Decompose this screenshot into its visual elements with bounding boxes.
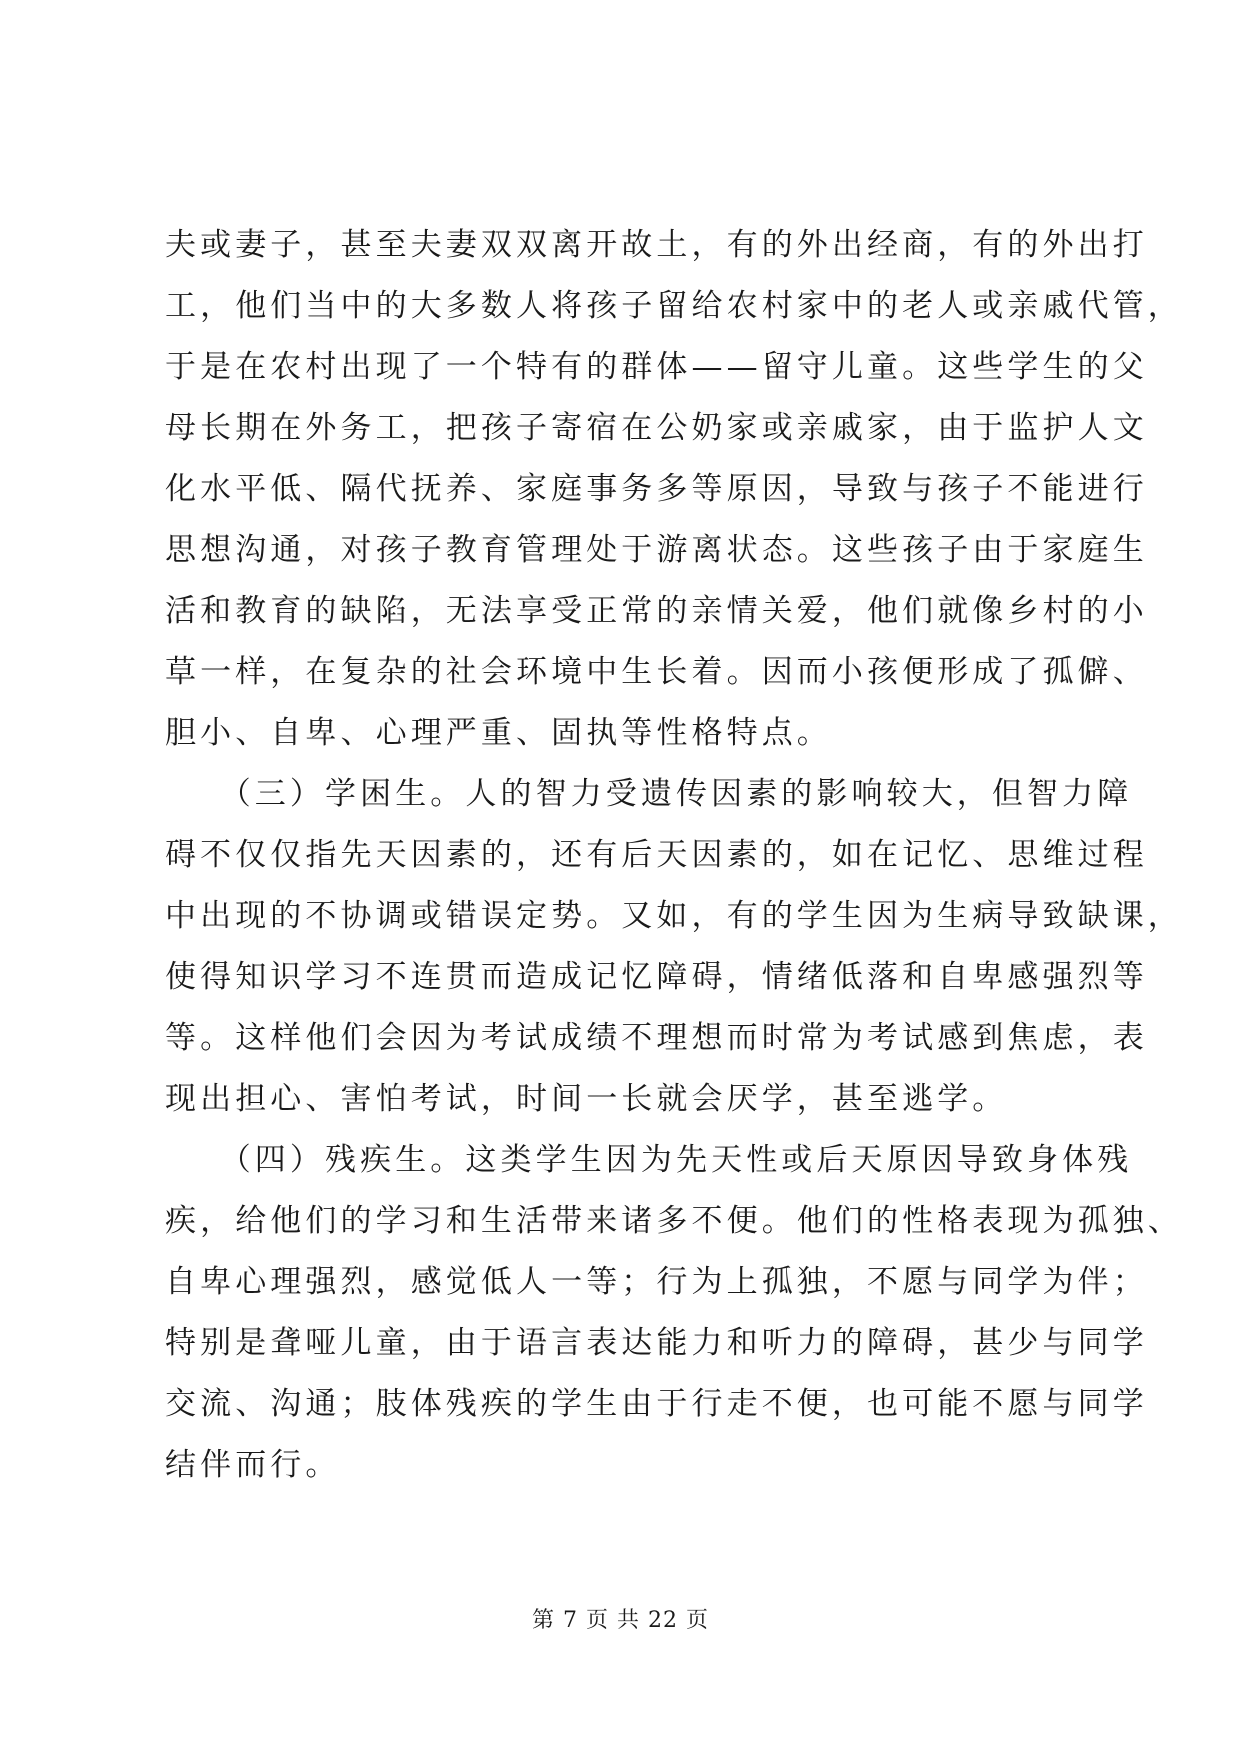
text-line: 胆小、自卑、心理严重、固执等性格特点。 [165, 715, 832, 751]
text-line: 结伴而行。 [165, 1447, 341, 1483]
text-line: （三）学困生。人的智力受遗传因素的影响较大，但智力障 [165, 776, 1133, 812]
text-line: 思想沟通，对孩子教育管理处于游离状态。这些孩子由于家庭生 [165, 532, 1148, 568]
text-line: 工，他们当中的大多数人将孩子留给农村家中的老人或亲戚代管， [165, 288, 1183, 324]
text-line: 草一样，在复杂的社会环境中生长着。因而小孩便形成了孤僻、 [165, 654, 1148, 690]
text-line: 于是在农村出现了一个特有的群体——留守儿童。这些学生的父 [165, 349, 1148, 385]
page-number-label: 第 7 页 共 22 页 [532, 1608, 709, 1633]
page-footer [0, 1606, 1241, 1636]
text-line: 化水平低、隔代抚养、家庭事务多等原因，导致与孩子不能进行 [165, 471, 1148, 507]
text-line: 交流、沟通；肢体残疾的学生由于行走不便，也可能不愿与同学 [165, 1386, 1148, 1422]
text-line: 活和教育的缺陷，无法享受正常的亲情关爱，他们就像乡村的小 [165, 593, 1148, 629]
text-line: 疾，给他们的学习和生活带来诸多不便。他们的性格表现为孤独、 [165, 1203, 1183, 1239]
text-line: 自卑心理强烈，感觉低人一等；行为上孤独，不愿与同学为伴； [165, 1264, 1148, 1300]
text-line: 等。这样他们会因为考试成绩不理想而时常为考试感到焦虑，表 [165, 1020, 1148, 1056]
text-line: 中出现的不协调或错误定势。又如，有的学生因为生病导致缺课， [165, 898, 1183, 934]
text-line: 夫或妻子，甚至夫妻双双离开故土，有的外出经商，有的外出打 [165, 227, 1148, 263]
text-line: 特别是聋哑儿童，由于语言表达能力和听力的障碍，甚少与同学 [165, 1325, 1148, 1361]
text-line: 使得知识学习不连贯而造成记忆障碍，情绪低落和自卑感强烈等 [165, 959, 1148, 995]
body-text [165, 215, 1183, 1496]
text-line: （四）残疾生。这类学生因为先天性或后天原因导致身体残 [165, 1142, 1133, 1178]
text-line: 母长期在外务工，把孩子寄宿在公奶家或亲戚家，由于监护人文 [165, 410, 1148, 446]
text-line: 现出担心、害怕考试，时间一长就会厌学，甚至逃学。 [165, 1081, 1008, 1117]
text-line: 碍不仅仅指先天因素的，还有后天因素的，如在记忆、思维过程 [165, 837, 1148, 873]
